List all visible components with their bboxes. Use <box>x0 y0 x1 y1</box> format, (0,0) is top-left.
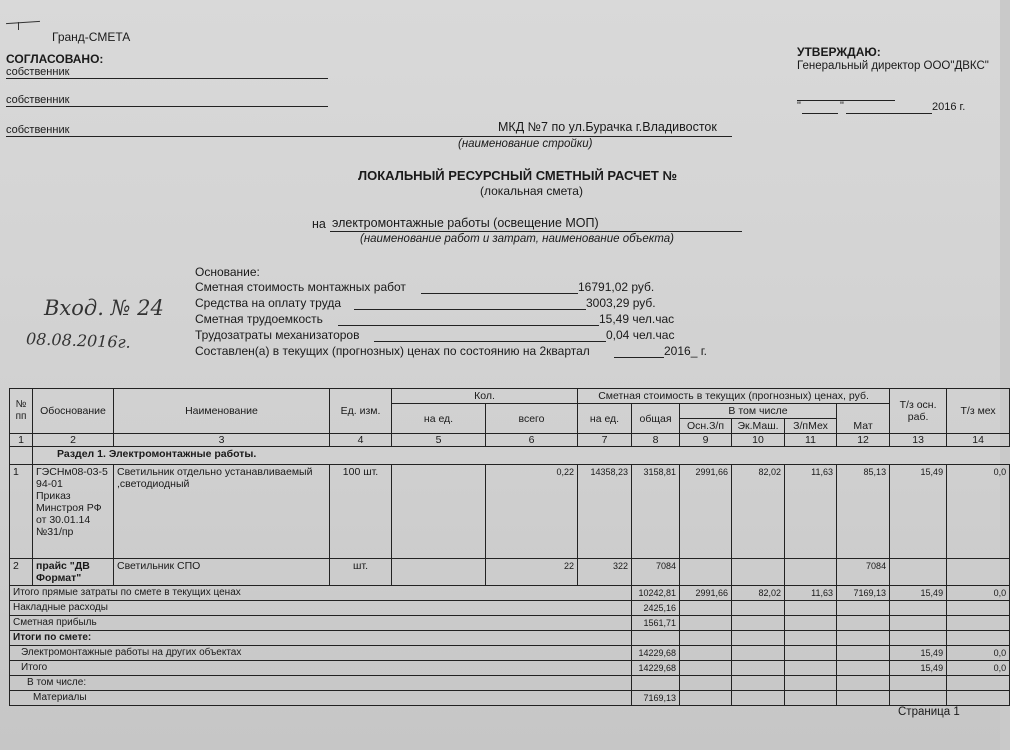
totals-mat <box>837 631 890 646</box>
basis-line-2-value: 3003,29 руб. <box>586 296 656 310</box>
incoming-date: 08.08.2016г. <box>25 329 132 352</box>
object-name-caption: (наименование стройки) <box>458 138 593 150</box>
totals-label: Итого <box>10 661 632 676</box>
totals-ts-osn <box>890 616 947 631</box>
agreed-label: СОГЛАСОВАНО: <box>6 52 104 66</box>
row-name: Светильник отдельно устанавливаемый ,светодиодный <box>114 465 330 559</box>
totals-osn-zp <box>680 676 732 691</box>
row-code-main: ГЭСНм08-03-594-01 <box>36 466 108 490</box>
header-qty-total: всего <box>486 404 578 434</box>
incoming-number: Вход. № 24 <box>44 296 164 320</box>
work-name: электромонтажные работы (освещение МОП) <box>332 216 599 230</box>
totals-label: Итого прямые затраты по смете в текущих ценах <box>10 586 632 601</box>
row-zp-mekh: 11,63 <box>785 465 837 559</box>
section-title: Раздел 1. Электромонтажные работы. <box>33 447 1010 465</box>
row-num: 1 <box>10 465 33 559</box>
header-cost-per: на ед. <box>578 404 632 434</box>
work-prefix: на <box>312 217 326 231</box>
row-ek-mash: 82,02 <box>732 465 785 559</box>
row-ts-mekh <box>947 559 1010 586</box>
document-title: ЛОКАЛЬНЫЙ РЕСУРСНЫЙ СМЕТНЫЙ РАСЧЕТ № <box>358 168 677 183</box>
totals-row <box>10 586 1010 601</box>
column-number: 14 <box>947 434 1010 447</box>
basis-line-5-label: Составлен(а) в текущих (прогнозных) ценах по состоянию на 2квартал <box>195 344 590 358</box>
header-incl: В том числе <box>680 404 837 419</box>
totals-ek-mash <box>732 616 785 631</box>
column-number: 7 <box>578 434 632 447</box>
row-ts-mekh: 0,0 <box>947 465 1010 559</box>
totals-ts-mekh <box>947 676 1010 691</box>
totals-ek-mash: 82,02 <box>732 586 785 601</box>
table-row <box>10 559 1010 586</box>
page-number: Страница 1 <box>898 706 960 718</box>
totals-zp-mekh <box>785 691 837 706</box>
totals-osn-zp <box>680 646 732 661</box>
column-number: 5 <box>392 434 486 447</box>
document-subtitle: (локальная смета) <box>480 184 583 198</box>
totals-mat <box>837 691 890 706</box>
totals-row <box>10 646 1010 661</box>
basis-line-1-value: 16791,02 руб. <box>578 280 655 294</box>
column-number: 13 <box>890 434 947 447</box>
column-number: 9 <box>680 434 732 447</box>
totals-label: Электромонтажные работы на других объектах <box>10 646 632 661</box>
table-row <box>10 465 1010 559</box>
totals-ek-mash <box>732 646 785 661</box>
totals-osn-zp <box>680 631 732 646</box>
row-qty-total: 22 <box>486 559 578 586</box>
row-mat: 7084 <box>837 559 890 586</box>
totals-ts-mekh <box>947 601 1010 616</box>
header-ts-mekh: Т/з мех <box>947 389 1010 434</box>
column-number: 3 <box>114 434 330 447</box>
software-name: Гранд-СМЕТА <box>52 30 131 44</box>
totals-zp-mekh: 11,63 <box>785 586 837 601</box>
basis-line-3-fill <box>338 312 599 326</box>
basis-line-2-label: Средства на оплату труда <box>195 296 341 310</box>
totals-total: 10242,81 <box>632 586 680 601</box>
header-osn-zp: Осн.З/п <box>680 419 732 434</box>
totals-row <box>10 631 1010 646</box>
object-name: МКД №7 по ул.Бурачка г.Владивосток <box>498 120 717 134</box>
totals-total: 7169,13 <box>632 691 680 706</box>
row-osn-zp <box>680 559 732 586</box>
column-number: 4 <box>330 434 392 447</box>
row-unit: шт. <box>330 559 392 586</box>
totals-mat <box>837 646 890 661</box>
totals-ts-osn <box>890 601 947 616</box>
totals-zp-mekh <box>785 676 837 691</box>
row-cost-per: 322 <box>578 559 632 586</box>
header-zp-mekh: З/пМех <box>785 419 837 434</box>
totals-label: Сметная прибыль <box>10 616 632 631</box>
basis-line-1-fill <box>421 280 578 294</box>
totals-total <box>632 631 680 646</box>
totals-zp-mekh <box>785 661 837 676</box>
approve-label: УТВЕРЖДАЮ: <box>797 45 881 59</box>
basis-line-4-fill <box>374 328 606 342</box>
totals-ts-mekh: 0,0 <box>947 586 1010 601</box>
totals-ek-mash <box>732 691 785 706</box>
basis-line-3-value: 15,49 чел.час <box>599 312 675 326</box>
totals-osn-zp <box>680 691 732 706</box>
header-cost-total: общая <box>632 404 680 434</box>
totals-mat: 7169,13 <box>837 586 890 601</box>
estimate-table <box>9 388 1010 706</box>
owner-label-1: собственник <box>6 66 70 78</box>
totals-ts-osn: 15,49 <box>890 661 947 676</box>
row-zp-mekh <box>785 559 837 586</box>
totals-total: 14229,68 <box>632 661 680 676</box>
totals-mat <box>837 616 890 631</box>
date-quote-close: " <box>840 100 844 112</box>
totals-label: Итоги по смете: <box>10 631 632 646</box>
totals-ts-osn <box>890 691 947 706</box>
totals-mat <box>837 601 890 616</box>
header-ek-mash: Эк.Маш. <box>732 419 785 434</box>
header-num: № пп <box>10 389 33 434</box>
totals-ek-mash <box>732 676 785 691</box>
header-name: Наименование <box>114 389 330 434</box>
basis-line-5-value: 2016_ г. <box>664 344 707 358</box>
row-qty-total: 0,22 <box>486 465 578 559</box>
totals-ts-mekh <box>947 631 1010 646</box>
totals-ts-osn <box>890 676 947 691</box>
column-number: 12 <box>837 434 890 447</box>
totals-total: 1561,71 <box>632 616 680 631</box>
row-mat: 85,13 <box>837 465 890 559</box>
date-year: 2016 г. <box>932 101 966 113</box>
totals-osn-zp: 2991,66 <box>680 586 732 601</box>
row-qty-per <box>392 559 486 586</box>
header-qty-per: на ед. <box>392 404 486 434</box>
basis-line-3-label: Сметная трудоемкость <box>195 312 323 326</box>
header-cost: Сметная стоимость в текущих (прогнозных) ценах, руб. <box>578 389 890 404</box>
basis-line-4-label: Трудозатраты механизаторов <box>195 328 360 342</box>
totals-zp-mekh <box>785 631 837 646</box>
totals-osn-zp <box>680 661 732 676</box>
header-mat: Мат <box>837 404 890 434</box>
totals-label: В том числе: <box>10 676 632 691</box>
totals-ts-osn <box>890 631 947 646</box>
totals-mat <box>837 676 890 691</box>
row-num: 2 <box>10 559 33 586</box>
row-ts-osn <box>890 559 947 586</box>
section-num-cell <box>10 447 33 465</box>
column-number: 10 <box>732 434 785 447</box>
row-qty-per <box>392 465 486 559</box>
basis-label: Основание: <box>195 265 260 279</box>
totals-zp-mekh <box>785 646 837 661</box>
basis-line-2-fill <box>354 296 586 310</box>
owner-label-3: собственник <box>6 124 70 136</box>
date-quote-open: " <box>797 100 801 112</box>
basis-line-5-fill <box>614 344 664 358</box>
basis-line-1-label: Сметная стоимость монтажных работ <box>195 280 406 294</box>
totals-ek-mash <box>732 601 785 616</box>
totals-zp-mekh <box>785 616 837 631</box>
totals-osn-zp <box>680 616 732 631</box>
date-day-line <box>802 100 838 114</box>
header-qty: Кол. <box>392 389 578 404</box>
totals-zp-mekh <box>785 601 837 616</box>
totals-osn-zp <box>680 601 732 616</box>
header-unit: Ед. изм. <box>330 389 392 434</box>
totals-row <box>10 601 1010 616</box>
totals-ek-mash <box>732 661 785 676</box>
totals-label: Накладные расходы <box>10 601 632 616</box>
totals-ts-mekh <box>947 691 1010 706</box>
row-ts-osn: 15,49 <box>890 465 947 559</box>
work-caption: (наименование работ и затрат, наименование объекта) <box>360 233 674 245</box>
totals-total: 2425,16 <box>632 601 680 616</box>
column-number: 8 <box>632 434 680 447</box>
totals-row <box>10 661 1010 676</box>
row-unit: 100 шт. <box>330 465 392 559</box>
totals-label: Материалы <box>10 691 632 706</box>
row-osn-zp: 2991,66 <box>680 465 732 559</box>
totals-row <box>10 691 1010 706</box>
totals-ts-osn: 15,49 <box>890 646 947 661</box>
totals-ts-mekh: 0,0 <box>947 661 1010 676</box>
totals-ts-mekh: 0,0 <box>947 646 1010 661</box>
totals-total: 14229,68 <box>632 646 680 661</box>
totals-row <box>10 616 1010 631</box>
column-number: 6 <box>486 434 578 447</box>
totals-ts-mekh <box>947 616 1010 631</box>
row-cost-total: 3158,81 <box>632 465 680 559</box>
date-month-line <box>846 100 932 114</box>
row-cost-per: 14358,23 <box>578 465 632 559</box>
row-ek-mash <box>732 559 785 586</box>
header-basis: Обоснование <box>33 389 114 434</box>
totals-ek-mash <box>732 631 785 646</box>
totals-ts-osn: 15,49 <box>890 586 947 601</box>
totals-row <box>10 676 1010 691</box>
totals-total <box>632 676 680 691</box>
pen-mark <box>18 22 29 30</box>
column-number: 2 <box>33 434 114 447</box>
row-code-note: Приказ Минстроя РФ от 30.01.14 №31/пр <box>36 490 102 538</box>
column-numbers-row <box>10 434 1010 447</box>
row-name: Светильник СПО <box>114 559 330 586</box>
basis-line-4-value: 0,04 чел.час <box>606 328 675 342</box>
director-title: Генеральный директор ООО"ДВКС" <box>797 60 989 72</box>
totals-mat <box>837 661 890 676</box>
row-cost-total: 7084 <box>632 559 680 586</box>
row-code <box>33 465 114 559</box>
row-code-main: прайс "ДВ Формат" <box>33 559 114 586</box>
owner-label-2: собственник <box>6 94 70 106</box>
column-number: 11 <box>785 434 837 447</box>
column-number: 1 <box>10 434 33 447</box>
header-ts-osn: Т/з осн. раб. <box>890 389 947 434</box>
